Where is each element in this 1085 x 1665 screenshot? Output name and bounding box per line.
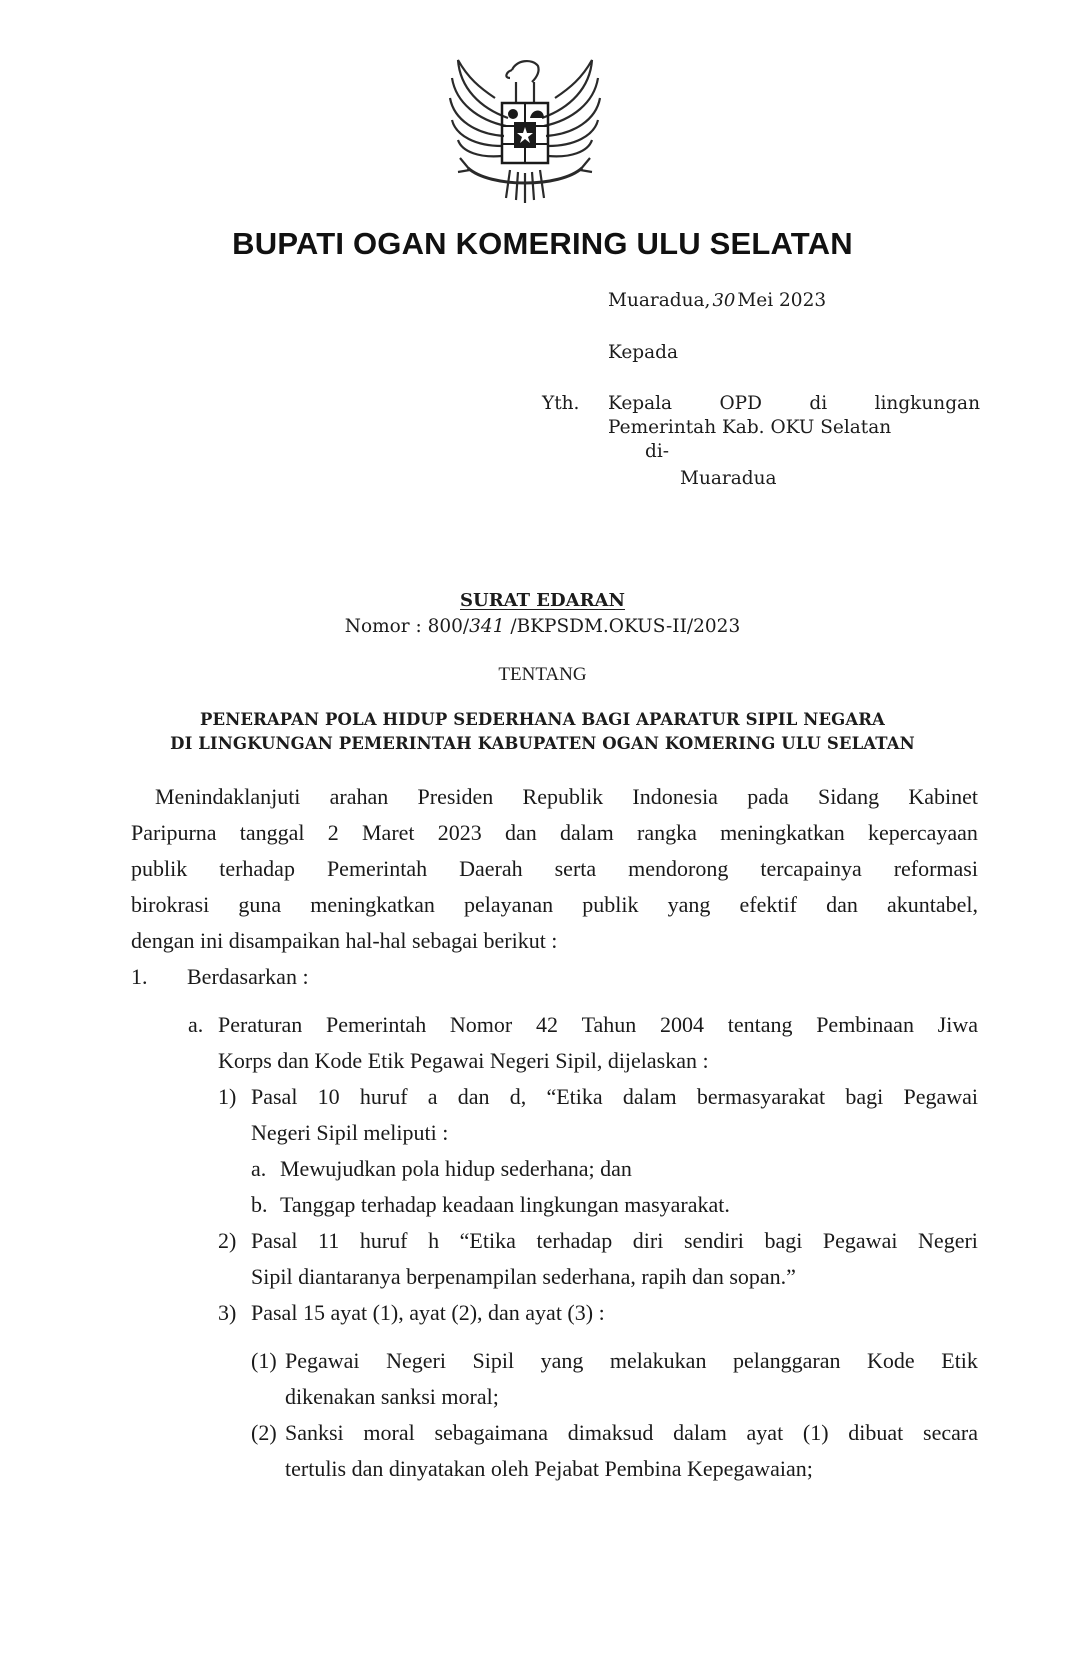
sub-2-label: 2) <box>218 1228 237 1253</box>
word: dibuat <box>848 1420 904 1445</box>
word: 2 <box>327 820 339 845</box>
sub-1-label: 1) <box>218 1084 237 1109</box>
intro-line-4 <box>131 892 978 918</box>
point-a-label: a. <box>188 1012 204 1037</box>
nomor-handwritten: 341 <box>469 616 505 637</box>
word: reformasi <box>893 856 978 881</box>
point-a-line-2: Korps dan Kode Etik Pegawai Negeri Sipil, dijelaskan : <box>218 1048 709 1073</box>
word: dalam <box>673 1420 727 1445</box>
word: moral <box>363 1420 415 1445</box>
word: Pembinaan <box>816 1012 914 1037</box>
letter-number <box>0 615 1085 639</box>
point-1-text: Berdasarkan : <box>187 964 309 989</box>
word: Kode <box>867 1348 915 1373</box>
word: yang <box>667 892 711 917</box>
word: 10 <box>317 1084 340 1109</box>
point-1-label: 1. <box>131 964 148 989</box>
word: Paripurna <box>131 820 217 845</box>
word: arahan <box>329 784 389 809</box>
word: 11 <box>318 1228 340 1253</box>
sub-1b-label: b. <box>251 1192 268 1217</box>
letterhead-title: BUPATI OGAN KOMERING ULU SELATAN <box>232 226 853 261</box>
word: bermasyarakat <box>696 1084 826 1109</box>
sub-2-line-2: Sipil diantaranya berpenampilan sederhana, rapih dan sopan.” <box>251 1264 796 1289</box>
date-place: Muaradua, <box>608 290 711 311</box>
ayat-2-label: (2) <box>251 1420 277 1445</box>
word: d, <box>509 1084 527 1109</box>
word: tercapainya <box>760 856 862 881</box>
sub-3-label: 3) <box>218 1300 237 1325</box>
recipient-line-3: di- <box>645 441 670 462</box>
ayat-1-label: (1) <box>251 1348 277 1373</box>
word: meningkatkan <box>310 892 435 917</box>
word: secara <box>923 1420 978 1445</box>
word: pelanggaran <box>733 1348 841 1373</box>
word: Pasal <box>251 1084 298 1109</box>
ayat-1-line-2: dikenakan sanksi moral; <box>285 1384 499 1409</box>
word: melakukan <box>609 1348 707 1373</box>
word: Etik <box>941 1348 978 1373</box>
ayat-1-line-1 <box>285 1348 978 1374</box>
word: kepercayaan <box>867 820 978 845</box>
word: Sanksi <box>285 1420 344 1445</box>
word: bagi <box>845 1084 884 1109</box>
sub-1a-label: a. <box>251 1156 267 1181</box>
word: terhadap <box>219 856 295 881</box>
word: publik <box>131 856 188 881</box>
word: Pegawai <box>822 1228 898 1253</box>
word: huruf <box>359 1084 408 1109</box>
word: publik <box>582 892 639 917</box>
word: serta <box>554 856 597 881</box>
sub-2-line-1 <box>251 1228 978 1254</box>
word: Jiwa <box>937 1012 978 1037</box>
word: Nomor <box>449 1012 513 1037</box>
intro-line-3 <box>131 856 978 882</box>
word: dan <box>826 892 858 917</box>
word: Pemerintah <box>326 1012 427 1037</box>
word: efektif <box>739 892 797 917</box>
word: Pegawai <box>903 1084 978 1109</box>
point-a-line-1 <box>218 1012 978 1038</box>
word: pada <box>747 784 789 809</box>
subject-line-1: PENERAPAN POLA HIDUP SEDERHANA BAGI APARATUR SIPIL NEGARA <box>200 710 885 729</box>
recipient-line-2: Pemerintah Kab. OKU Selatan <box>608 417 892 438</box>
word: a <box>427 1084 438 1109</box>
word: OPD <box>719 393 762 414</box>
intro-line-5: dengan ini disampaikan hal-hal sebagai berikut : <box>131 928 558 953</box>
word: 42 <box>535 1012 558 1037</box>
word: Presiden <box>417 784 494 809</box>
word: guna <box>238 892 282 917</box>
sub-1b-text: Tanggap terhadap keadaan lingkungan masyarakat. <box>280 1192 730 1217</box>
word: pelayanan <box>463 892 554 917</box>
sub-1-line-2: Negeri Sipil meliputi : <box>251 1120 449 1145</box>
word: Sidang <box>817 784 880 809</box>
word: 2023 <box>437 820 482 845</box>
word: dan <box>505 820 537 845</box>
subject-line-2: DI LINGKUNGAN PEMERINTAH KABUPATEN OGAN KOMERING ULU SELATAN <box>170 734 915 753</box>
tentang-label: TENTANG <box>498 664 587 685</box>
word: sendiri <box>683 1228 744 1253</box>
word: rangka <box>637 820 697 845</box>
intro-line-2 <box>131 820 978 846</box>
recipient-line-1 <box>608 392 980 416</box>
word: bagi <box>764 1228 803 1253</box>
word: dan <box>457 1084 490 1109</box>
word: sebagaimana <box>434 1420 549 1445</box>
word: Indonesia <box>632 784 718 809</box>
letter-type: SURAT EDARAN <box>460 590 625 611</box>
word: dalam <box>560 820 614 845</box>
word: tentang <box>727 1012 793 1037</box>
word: terhadap <box>536 1228 613 1253</box>
word: Kabinet <box>908 784 978 809</box>
word: di <box>809 393 828 414</box>
word: (1) <box>802 1420 829 1445</box>
word: h <box>428 1228 440 1253</box>
word: Republik <box>522 784 604 809</box>
word: “Etika <box>459 1228 516 1253</box>
letter-date <box>608 289 826 313</box>
word: mendorong <box>628 856 729 881</box>
ayat-2-line-1 <box>285 1420 978 1446</box>
word: Sipil <box>472 1348 515 1373</box>
garuda-pancasila-emblem-icon <box>440 48 610 213</box>
word: yang <box>540 1348 584 1373</box>
word: Pegawai <box>285 1348 360 1373</box>
word: Negeri <box>386 1348 446 1373</box>
word: Peraturan <box>218 1012 303 1037</box>
word: Negeri <box>918 1228 978 1253</box>
word: birokrasi <box>131 892 210 917</box>
word: huruf <box>359 1228 408 1253</box>
word: ayat <box>746 1420 784 1445</box>
recipient-yth: Yth. <box>542 393 580 414</box>
nomor-suffix: /BKPSDM.OKUS-II/2023 <box>504 616 741 637</box>
word: Daerah <box>459 856 523 881</box>
sub-1-line-1 <box>251 1084 978 1110</box>
recipient-kepada: Kepada <box>608 342 679 363</box>
word: akuntabel, <box>886 892 978 917</box>
word: dimaksud <box>567 1420 654 1445</box>
nomor-prefix: Nomor : 800/ <box>344 616 470 637</box>
word: meningkatkan <box>720 820 845 845</box>
word: Kepala <box>608 393 673 414</box>
sub-3-text: Pasal 15 ayat (1), ayat (2), dan ayat (3) : <box>251 1300 605 1325</box>
word: lingkungan <box>874 393 980 414</box>
word: Tahun <box>581 1012 637 1037</box>
word: tanggal <box>239 820 305 845</box>
word: 2004 <box>660 1012 705 1037</box>
word: Menindaklanjuti <box>155 784 301 809</box>
word: Pasal <box>251 1228 298 1253</box>
sub-1a-text: Mewujudkan pola hidup sederhana; dan <box>280 1156 632 1181</box>
date-day-handwritten: 30 <box>712 290 736 311</box>
letter-type-heading <box>0 590 1085 611</box>
word: diri <box>632 1228 664 1253</box>
word: Maret <box>362 820 415 845</box>
word: dalam <box>622 1084 677 1109</box>
intro-line-1 <box>155 784 978 810</box>
word: Pemerintah <box>326 856 428 881</box>
date-month-year: Mei 2023 <box>737 290 827 311</box>
recipient-line-4: Muaradua <box>680 468 777 489</box>
word: “Etika <box>546 1084 603 1109</box>
ayat-2-line-2: tertulis dan dinyatakan oleh Pejabat Pembina Kepegawaian; <box>285 1456 813 1481</box>
